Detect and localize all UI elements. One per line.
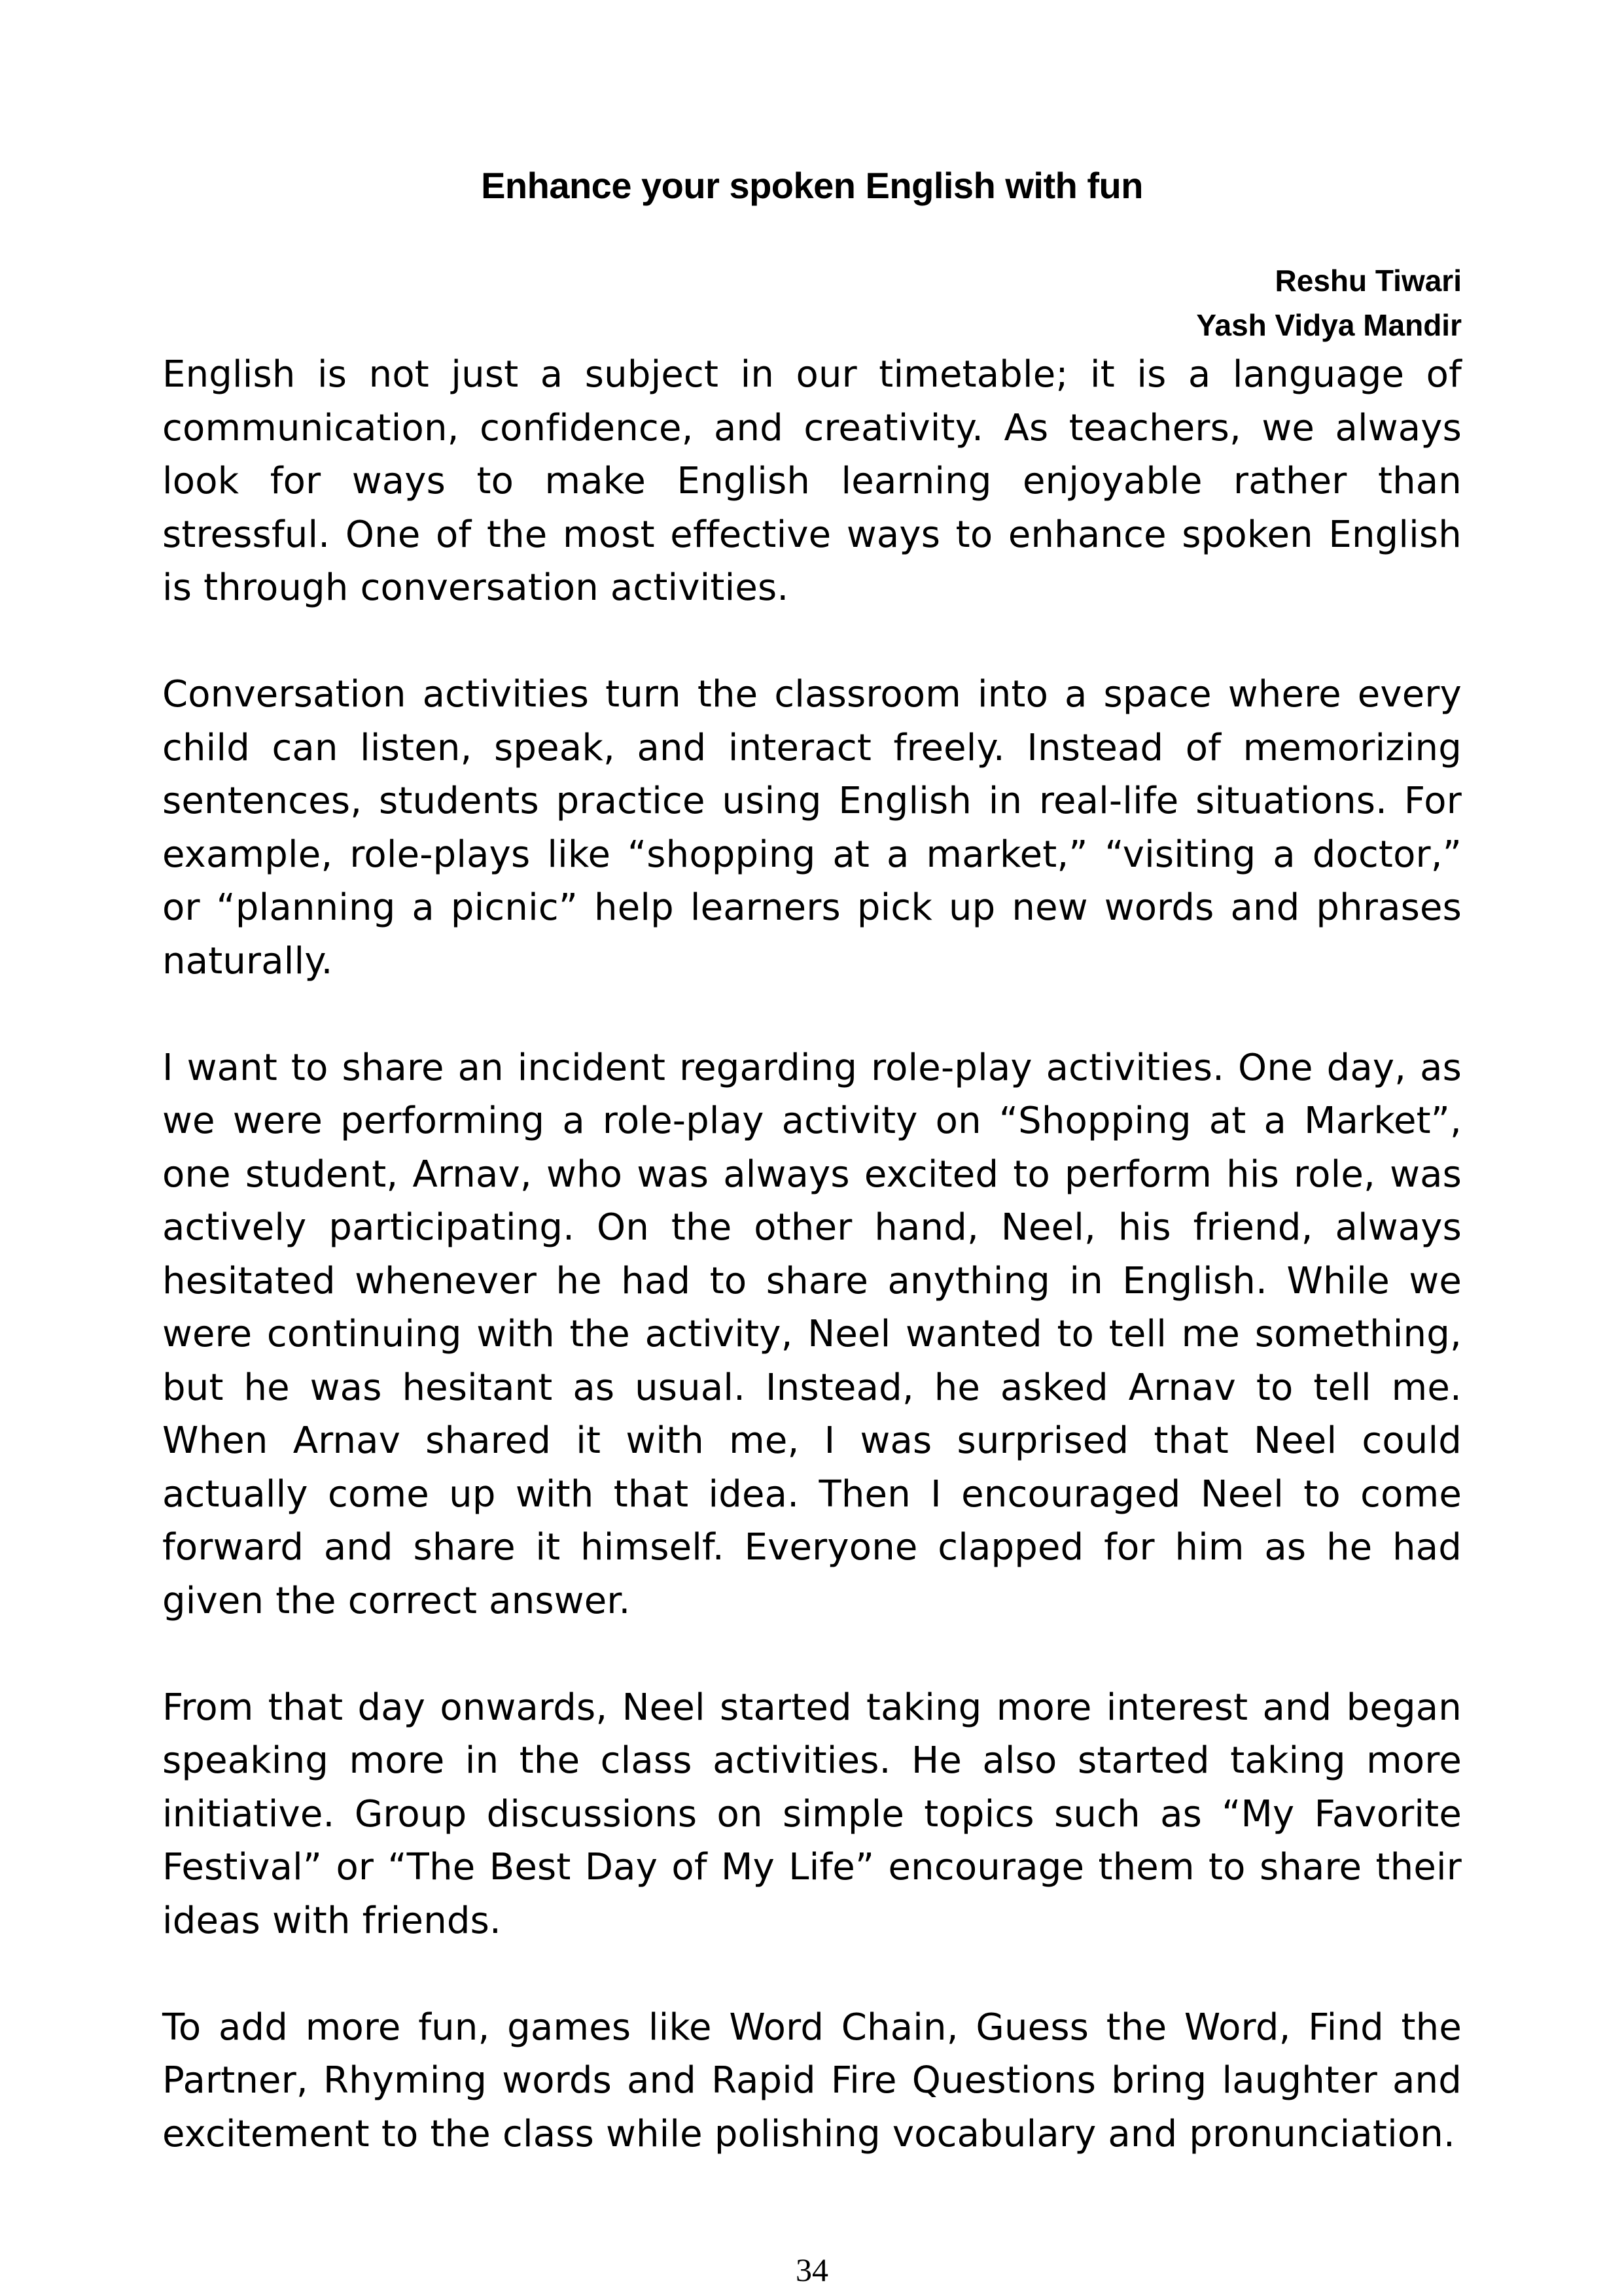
paragraph-1: English is not just a subject in our timetable; it is a language of communication, confidence, and creativity. As teachers, we always look for ways to make English learning enjoyable rather than stressful. One of the most effective ways to enhance spoken English is through conversation activities. — [162, 353, 1462, 609]
article-body — [162, 348, 1462, 2214]
paragraph-4: From that day onwards, Neel started taking more interest and began speaking more in the class activities. He also started taking more initiative. Group discussions on simple topics such as “My Favorite Festival” or “The Best Day of My Life” encourage them to share their ideas with friends. — [162, 1686, 1462, 1942]
paragraph-3: I want to share an incident regarding role-play activities. One day, as we were performing a role-play activity on “Shopping at a Market”, one student, Arnav, who was always excited to perform his role, was actively participating. On the other hand, Neel, his friend, always hesitated whenever he had to share anything in English. While we were continuing with the activity, Neel wanted to tell me something, but he was hesitant as usual. Instead, he asked Arnav to tell me. When Arnav shared it with me, I was surprised that Neel could actually come up with that idea. Then I encouraged Neel to come forward and share it himself. Everyone clapped for him as he had given the correct answer. — [162, 1046, 1462, 1622]
paragraph-2: Conversation activities turn the classroom into a space where every child can listen, speak, and interact freely. Instead of memorizing sentences, students practice using English in real-life situations. For example, role-plays like “shopping at a market,” “visiting a doctor,” or “planning a picnic” help learners pick up new words and phrases naturally. — [162, 673, 1462, 983]
author-block — [1196, 258, 1462, 347]
page-number: 34 — [796, 2252, 828, 2288]
author-school: Yash Vidya Mandir — [1196, 308, 1462, 342]
paragraph-5: To add more fun, games like Word Chain, Guess the Word, Find the Partner, Rhyming words and Rapid Fire Questions bring laughter and excitement to the class while polishing vocabulary and pronunciation. — [162, 2006, 1462, 2155]
article-title: Enhance your spoken English with fun — [481, 165, 1143, 206]
author-name: Reshu Tiwari — [1275, 264, 1462, 298]
